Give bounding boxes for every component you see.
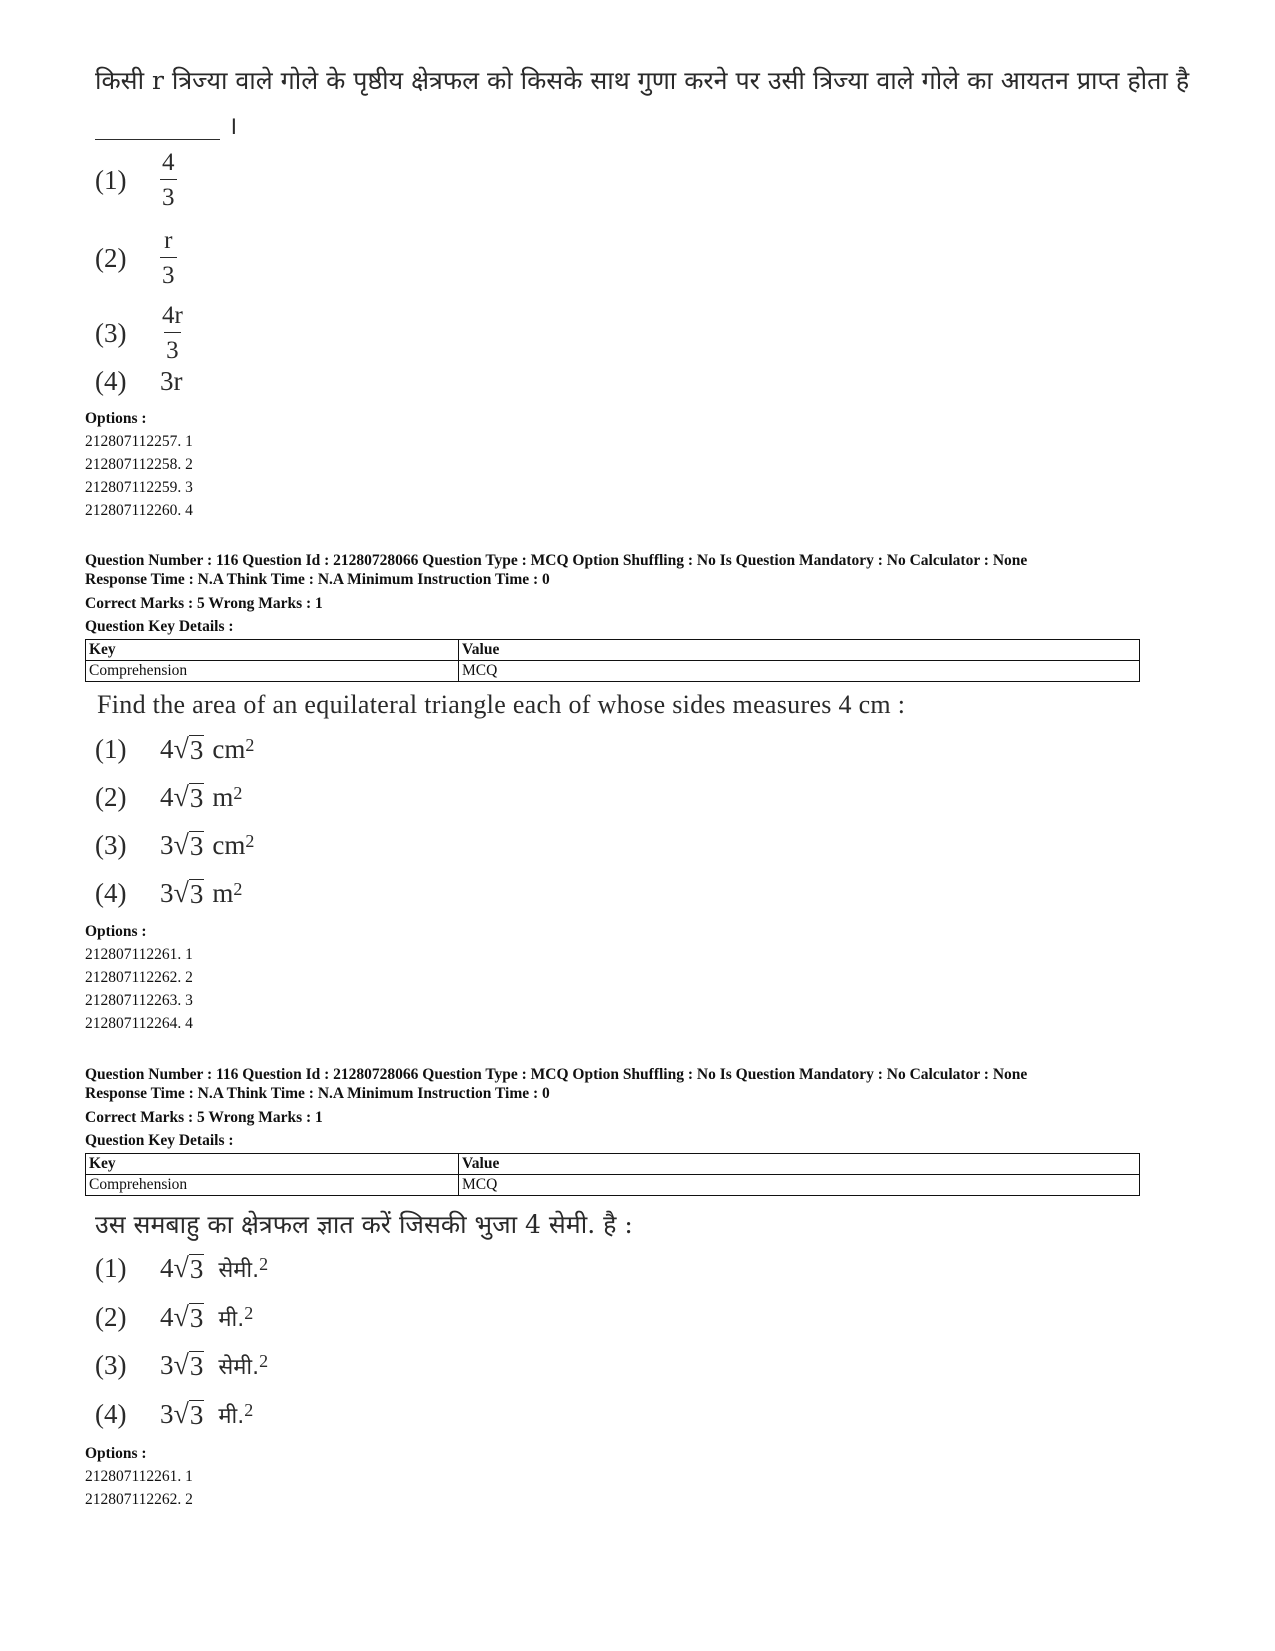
exponent: 2 [259,1351,269,1371]
coefficient: 4 [160,734,174,764]
square-root [174,1303,205,1332]
question-marks: Correct Marks : 5 Wrong Marks : 1 [85,1109,323,1126]
exponent: 2 [244,1303,254,1323]
fraction [160,228,177,288]
option-number: (3) [95,830,127,860]
radicand: 3 [189,830,204,861]
options-label: Options : [85,1445,147,1462]
coefficient: 3 [160,1399,174,1429]
square-root [174,783,205,812]
table-header-value: Value [459,640,1140,661]
option-number: (2) [95,782,127,812]
fraction-denominator: 3 [160,179,177,210]
option-number: (3) [95,1350,127,1380]
unit: m [212,782,234,812]
table-cell-value: MCQ [459,1175,1140,1196]
question-2-meta [85,551,1027,638]
square-root [174,879,205,908]
fraction-denominator: 3 [160,257,177,288]
question-1-option-4 [95,366,183,397]
option-id: 212807112260. 4 [85,502,193,519]
exponent: 2 [259,1254,269,1274]
option-number: (2) [95,242,127,273]
exponent: 2 [244,1400,254,1420]
fraction-numerator: 4r [162,302,183,329]
radicand: 3 [189,734,204,765]
square-root [174,1400,205,1429]
question-meta-line-2: Response Time : N.A Think Time : N.A Minimum Instruction Time : 0 [85,571,550,588]
key-details-label: Question Key Details : [85,618,234,635]
radical-sign-icon: √ [173,830,189,862]
coefficient: 4 [160,1302,174,1332]
question-1-option-3 [95,303,185,363]
option-number: (3) [95,317,127,348]
square-root [174,831,205,860]
radical-sign-icon: √ [173,878,189,910]
option-id: 212807112261. 1 [85,946,193,963]
coefficient: 3 [160,1350,174,1380]
option-value [160,734,254,765]
question-meta-line-2: Response Time : N.A Think Time : N.A Minimum Instruction Time : 0 [85,1085,550,1102]
question-2-text: Find the area of an equilateral triangle each of whose sides measures 4 cm : [97,690,906,719]
coefficient: 4 [160,782,174,812]
question-3-text: उस समबाहु का क्षेत्रफल ज्ञात करें जिसकी भुजा 4 सेमी. है : [95,1210,633,1239]
fraction [160,150,177,210]
option-id: 212807112257. 1 [85,433,193,450]
radicand: 3 [189,782,204,813]
exponent: 2 [245,831,255,851]
question-1-options-list [85,407,193,522]
option-id: 212807112258. 2 [85,456,193,473]
option-value: 3r [160,366,183,396]
coefficient: 4 [160,1253,174,1283]
fraction-numerator: r [164,227,173,254]
key-details-label: Question Key Details : [85,1132,234,1149]
fraction [160,303,185,363]
radicand: 3 [189,1302,204,1333]
radicand: 3 [189,878,204,909]
radicand: 3 [189,1253,204,1284]
option-number: (4) [95,1399,127,1429]
table-header-row [86,1154,1140,1175]
question-3-meta [85,1065,1027,1152]
question-3-option-2 [95,1302,253,1333]
option-value [160,782,242,813]
exponent: 2 [233,879,243,899]
square-root [174,1351,205,1380]
option-number: (1) [95,734,127,764]
unit: cm [212,734,246,764]
fraction-denominator: 3 [164,332,181,363]
table-header-value: Value [459,1154,1140,1175]
option-id: 212807112262. 2 [85,969,193,986]
radicand: 3 [189,1399,204,1430]
unit: सेमी. [218,1257,260,1283]
unit: मी. [218,1403,245,1429]
option-value [160,1399,253,1430]
question-3-option-4 [95,1399,253,1430]
square-root [174,1254,205,1283]
option-id: 212807112263. 3 [85,992,193,1009]
coefficient: 3 [160,830,174,860]
fraction-numerator: 4 [162,149,175,176]
question-1-line-2: __________ । [95,111,238,140]
option-value [160,1350,268,1381]
option-number: (4) [95,878,127,908]
option-number: (1) [95,1253,127,1283]
unit: मी. [218,1306,245,1332]
exponent: 2 [233,783,243,803]
question-3-options-list [85,1442,193,1511]
radical-sign-icon: √ [173,734,189,766]
coefficient: 3 [160,878,174,908]
radicand: 3 [189,1350,204,1381]
table-cell-key: Comprehension [86,1175,459,1196]
option-id: 212807112262. 2 [85,1491,193,1508]
radical-sign-icon: √ [173,1399,189,1431]
table-cell-value: MCQ [459,661,1140,682]
table-header-key: Key [86,640,459,661]
radical-sign-icon: √ [173,1302,189,1334]
question-1-option-1 [95,150,177,210]
question-1-line-1: किसी r त्रिज्या वाले गोले के पृष्ठीय क्षेत्रफल को किसके साथ गुणा करने पर उसी त्रिज्या वाले गोले का आयतन प्राप्त होता है [95,66,1190,95]
question-meta-line-1: Question Number : 116 Question Id : 21280728066 Question Type : MCQ Option Shuffling : No Is Question Mandatory : No Calculator : None [85,1066,1028,1083]
question-2-option-4 [95,878,242,909]
table-row [86,661,1140,682]
question-1-option-2 [95,228,177,288]
question-2-option-2 [95,782,242,813]
option-value [160,1253,268,1284]
question-2-option-3 [95,830,254,861]
radical-sign-icon: √ [173,1350,189,1382]
unit: सेमी. [218,1354,260,1380]
option-value [160,878,242,909]
table-header-row [86,640,1140,661]
question-2-key-table [85,639,1140,682]
option-number: (2) [95,1302,127,1332]
table-cell-key: Comprehension [86,661,459,682]
table-row [86,1175,1140,1196]
options-label: Options : [85,923,147,940]
question-2-option-1 [95,734,254,765]
unit: m [212,878,234,908]
question-3-key-table [85,1153,1140,1196]
question-1-text [95,56,1215,146]
option-value [160,1302,253,1333]
question-3-option-1 [95,1253,268,1284]
question-meta-line-1: Question Number : 116 Question Id : 21280728066 Question Type : MCQ Option Shuffling : No Is Question Mandatory : No Calculator : None [85,552,1028,569]
option-id: 212807112259. 3 [85,479,193,496]
option-value [160,830,254,861]
options-label: Options : [85,410,147,427]
exponent: 2 [245,735,255,755]
unit: cm [212,830,246,860]
option-number: (1) [95,164,127,195]
question-marks: Correct Marks : 5 Wrong Marks : 1 [85,595,323,612]
question-3-option-3 [95,1350,268,1381]
option-id: 212807112264. 4 [85,1015,193,1032]
square-root [174,735,205,764]
table-header-key: Key [86,1154,459,1175]
radical-sign-icon: √ [173,1253,189,1285]
radical-sign-icon: √ [173,782,189,814]
option-number: (4) [95,366,127,396]
option-id: 212807112261. 1 [85,1468,193,1485]
question-2-options-list [85,920,193,1035]
